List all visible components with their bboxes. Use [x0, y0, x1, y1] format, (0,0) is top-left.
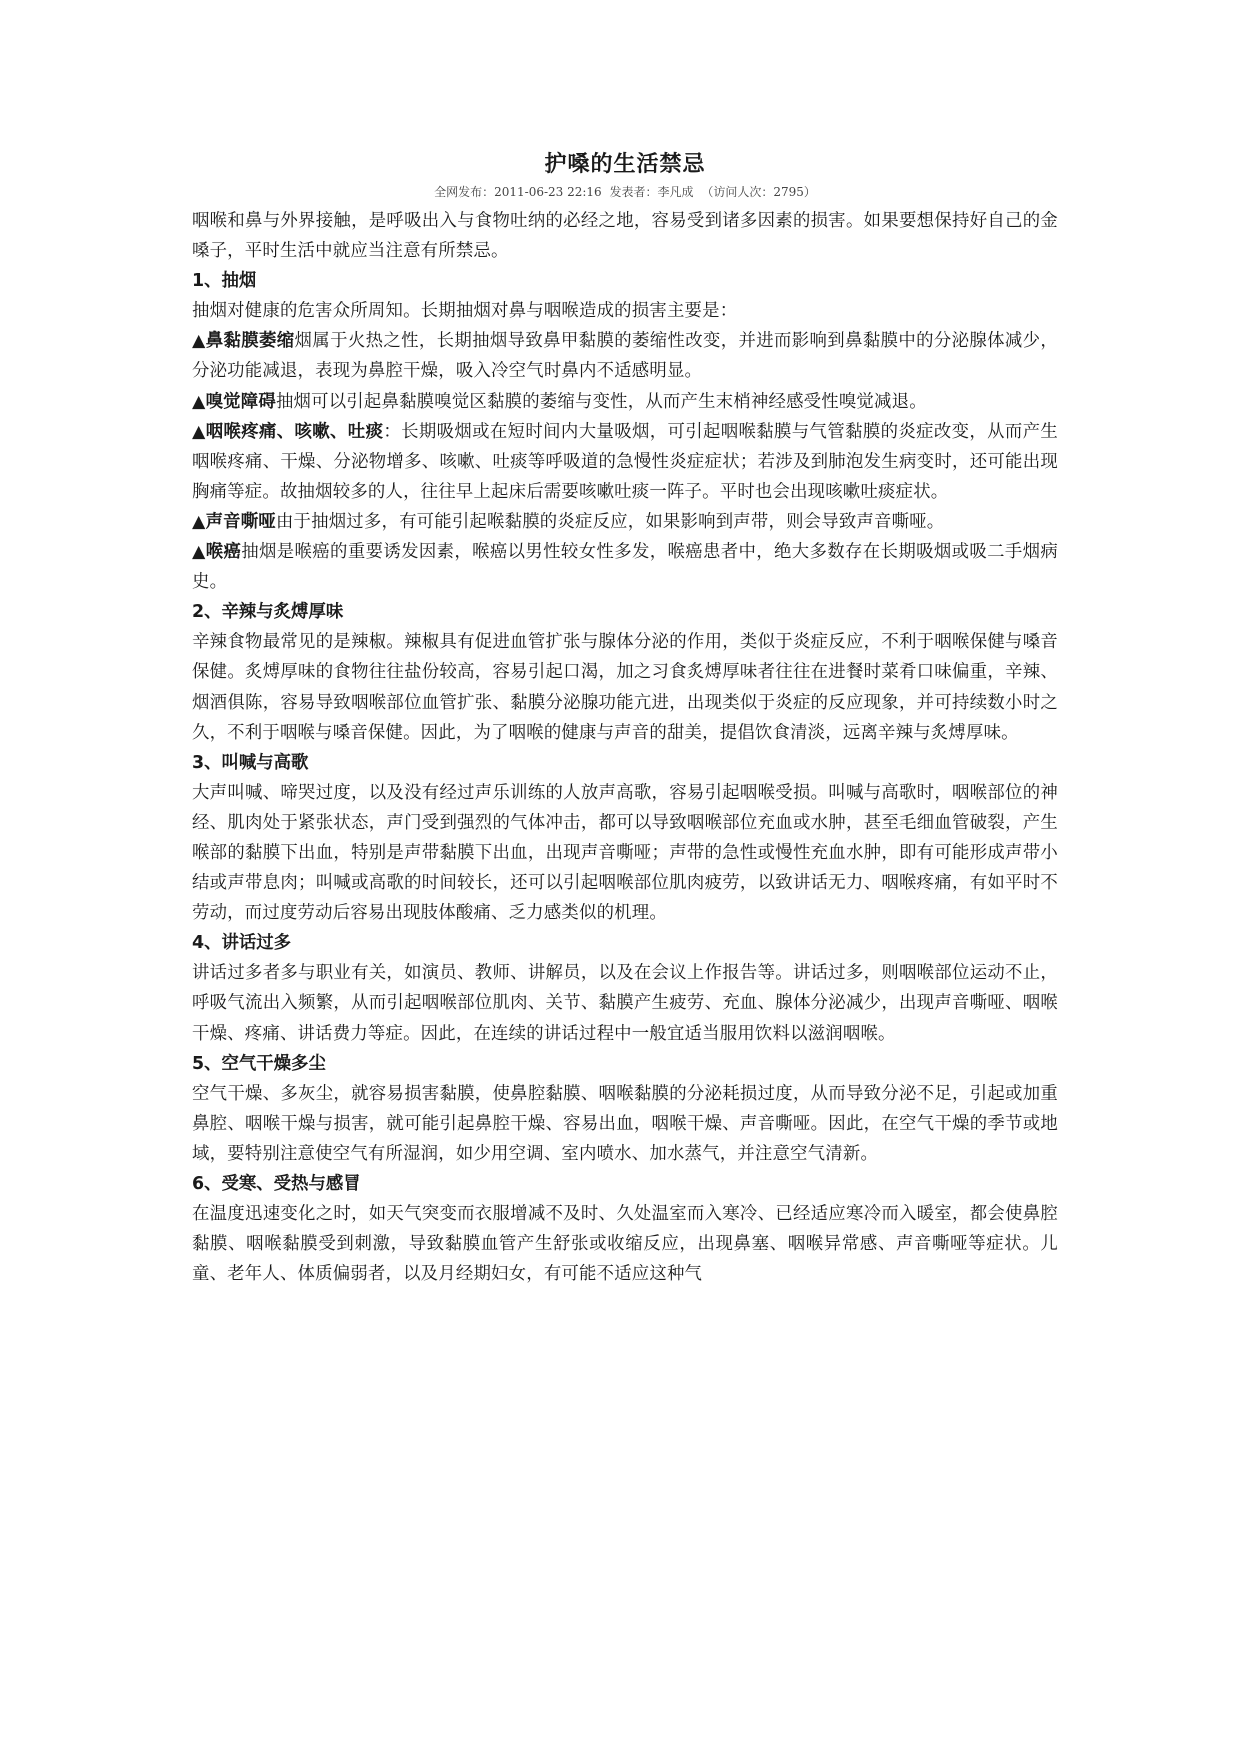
- article-meta: [192, 184, 1058, 200]
- publish-date: 全网发布：2011-06-23 22:16: [434, 185, 602, 199]
- talking-paragraph: 讲话过多者多与职业有关，如演员、教师、讲解员，以及在会议上作报告等。讲话过多，则咽喉部位运动不止，呼吸气流出入频繁，从而引起咽喉部位肌肉、关节、黏膜产生疲劳、充血、腺体分泌减少，出现声音嘶哑、咽喉干燥、疼痛、讲话费力等症。因此，在连续的讲话过程中一般宜适当服用饮料以滋润咽喉。: [192, 963, 1058, 1044]
- dry-air-paragraph: 空气干燥、多灰尘，就容易损害黏膜，使鼻腔黏膜、咽喉黏膜的分泌耗损过度，从而导致分泌不足，引起或加重鼻腔、咽喉干燥与损害，就可能引起鼻腔干燥、容易出血，咽喉干燥、声音嘶哑。因此，在空气干燥的季节或地域，要特别注意使空气有所湿润，如少用空调、室内喷水、加水蒸气，并注意空气清新。: [192, 1083, 1058, 1164]
- list-item: [192, 326, 1058, 386]
- item-label: ▲喉癌: [192, 542, 242, 563]
- item-text: 抽烟是喉癌的重要诱发因素，喉癌以男性较女性多发，喉癌患者中，绝大多数存在长期吸烟或吸二手烟病史。: [192, 542, 1058, 593]
- list-item: [192, 417, 1058, 507]
- document-page: [192, 150, 1058, 1289]
- author: 发表者：李凡成: [609, 185, 694, 199]
- intro-paragraph: 咽喉和鼻与外界接触，是呼吸出入与食物吐纳的必经之地，容易受到诸多因素的损害。如果要想保持好自己的金嗓子，平时生活中就应当注意有所禁忌。: [192, 211, 1058, 262]
- spicy-paragraph: 辛辣食物最常见的是辣椒。辣椒具有促进血管扩张与腺体分泌的作用，类似于炎症反应，不利于咽喉保健与嗓音保健。炙煿厚味的食物往往盐份较高，容易引起口渴，加之习食炙煿厚味者往往在进餐时菜肴口味偏重，辛辣、烟酒俱陈，容易导致咽喉部位血管扩张、黏膜分泌腺功能亢进，出现类似于炎症的反应现象，并可持续数小时之久，不利于咽喉与嗓音保健。因此，为了咽喉的健康与声音的甜美，提倡饮食清淡，远离辛辣与炙煿厚味。: [192, 632, 1058, 743]
- shouting-paragraph: 大声叫喊、啼哭过度，以及没有经过声乐训练的人放声高歌，容易引起咽喉受损。叫喊与高歌时，咽喉部位的神经、肌肉处于紧张状态，声门受到强烈的气体冲击，都可以导致咽喉部位充血或水肿，甚至毛细血管破裂，产生喉部的黏膜下出血，特别是声带黏膜下出血，出现声音嘶哑；声带的急性或慢性充血水肿，即有可能形成声带小结或声带息肉；叫喊或高歌的时间较长，还可以引起咽喉部位肌肉疲劳，以致讲话无力、咽喉疼痛，有如平时不劳动，而过度劳动后容易出现肢体酸痛、乏力感类似的机理。: [192, 782, 1058, 924]
- item-text: 抽烟可以引起鼻黏膜嗅觉区黏膜的萎缩与变性，从而产生末梢神经感受性嗅觉减退。: [275, 391, 927, 412]
- section-heading-shouting: 3、叫喊与高歌: [192, 752, 309, 773]
- item-text: ：长期吸烟或在短时间内大量吸烟，可引起咽喉黏膜与气管黏膜的炎症改变，从而产生咽喉疼痛、干燥、分泌物增多、咳嗽、吐痰等呼吸道的急慢性炎症症状；若涉及到肺泡发生病变时，还可能出现胸痛等症。故抽烟较多的人，往往早上起床后需要咳嗽吐痰一阵子。平时也会出现咳嗽吐痰症状。: [192, 421, 1059, 502]
- page-title: 护嗓的生活禁忌: [544, 152, 706, 177]
- smoking-lead: 抽烟对健康的危害众所周知。长期抽烟对鼻与咽喉造成的损害主要是：: [192, 301, 738, 322]
- list-item: [192, 537, 1058, 597]
- cold-paragraph: 在温度迅速变化之时，如天气突变而衣服增减不及时、久处温室而入寒冷、已经适应寒冷而入暖室，都会使鼻腔黏膜、咽喉黏膜受到刺激，导致黏膜血管产生舒张或收缩反应，出现鼻塞、咽喉异常感、声音嘶哑等症状。儿童、老年人、体质偏弱者，以及月经期妇女，有可能不适应这种气: [192, 1204, 1058, 1285]
- item-label: ▲嗅觉障碍: [192, 391, 276, 412]
- section-heading-dry-air: 5、空气干燥多尘: [192, 1053, 326, 1074]
- item-text: 烟属于火热之性，长期抽烟导致鼻甲黏膜的萎缩性改变，并进而影响到鼻黏膜中的分泌腺体减少，分泌功能减退，表现为鼻腔干燥，吸入冷空气时鼻内不适感明显。: [192, 331, 1059, 382]
- item-label: ▲声音嘶哑: [192, 511, 276, 532]
- list-item: [192, 507, 1058, 537]
- item-text: 由于抽烟过多，有可能引起喉黏膜的炎症反应，如果影响到声带，则会导致声音嘶哑。: [275, 511, 945, 532]
- section-heading-cold: 6、受寒、受热与感冒: [192, 1174, 361, 1194]
- item-label: ▲鼻黏膜萎缩: [192, 331, 295, 352]
- section-heading-spicy: 2、辛辣与炙煿厚味: [192, 602, 344, 623]
- section-heading-smoking: 1、抽烟: [192, 271, 257, 292]
- item-label: ▲咽喉疼痛、咳嗽、吐痰: [192, 421, 384, 442]
- section-heading-talking: 4、讲话过多: [192, 933, 292, 954]
- visit-count: （访问人次：2795）: [701, 185, 816, 199]
- list-item: [192, 387, 1058, 417]
